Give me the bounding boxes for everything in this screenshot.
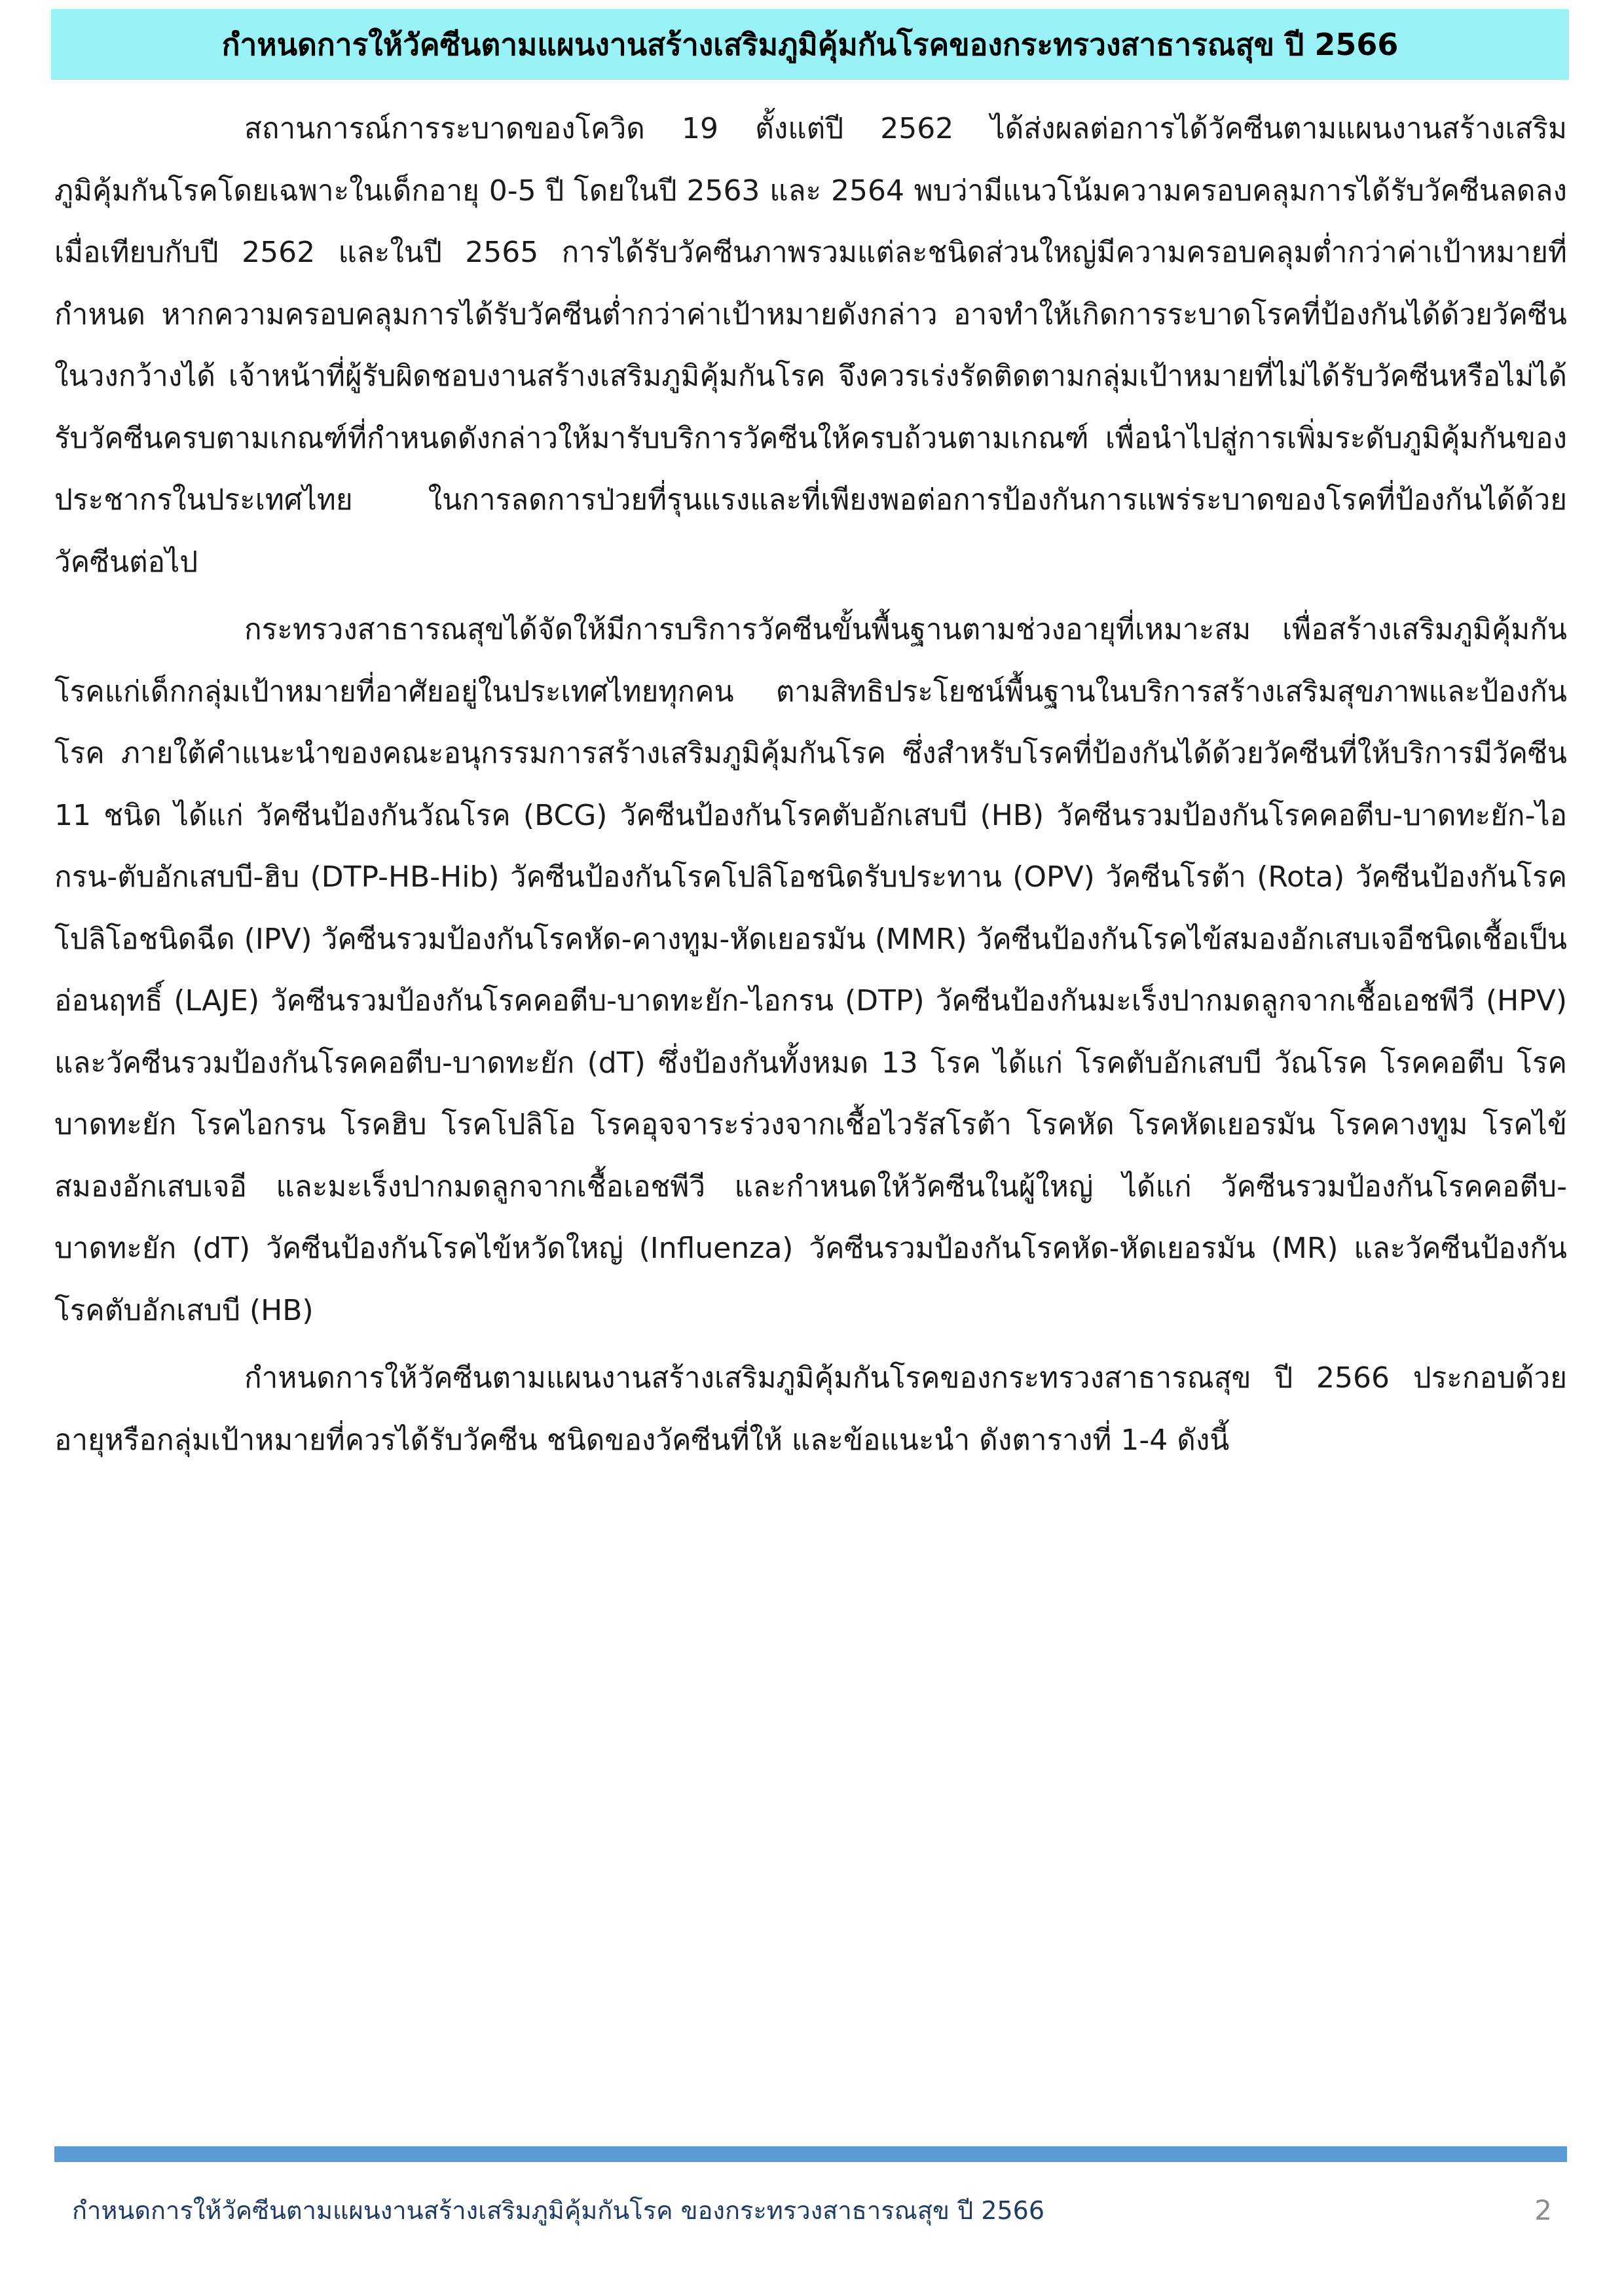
title-banner <box>51 9 1569 80</box>
page-footer <box>72 2190 1552 2229</box>
footer-title: กำหนดการให้วัคซีนตามแผนงานสร้างเสริมภูมิคุ้มกันโรค ของกระทรวงสาธารณสุข ปี 2566 <box>72 2195 1045 2225</box>
footer-divider <box>54 2146 1567 2162</box>
document-body <box>54 98 1567 1477</box>
page-number: 2 <box>1534 2193 1552 2226</box>
paragraph-schedule-intro: กำหนดการให้วัคซีนตามแผนงานสร้างเสริมภูมิคุ้มกันโรคของกระทรวงสาธารณสุข ปี 2566 ประกอบด้วยอายุหรือกลุ่มเป้าหมายที่ควรได้รับวัคซีน ชนิดของวัคซีนที่ให้ และข้อแนะนำ ดังตารางที่ 1-4 ดังนี้ <box>54 1361 1567 1457</box>
paragraph-vaccine-services: กระทรวงสาธารณสุขได้จัดให้มีการบริการวัคซีนขั้นพื้นฐานตามช่วงอายุที่เหมาะสม เพื่อสร้างเสริมภูมิคุ้มกันโรคแก่เด็กกลุ่มเป้าหมายที่อาศัยอยู่ในประเทศไทยทุกคน ตามสิทธิประโยชน์พื้นฐานในบริการสร้างเสริมสุขภาพและป้องกันโรค ภายใต้คำแนะนำของคณะอนุกรรมการสร้างเสริมภูมิคุ้มกันโรค ซึ่งสำหรับโรคที่ป้องกันได้ด้วยวัคซีนที่ให้บริการมีวัคซีน 11 ชนิด ได้แก่ วัคซีนป้องกันวัณโรค (BCG) วัคซีนป้องกันโรคตับอักเสบบี (HB) วัคซีนรวมป้องกันโรคคอตีบ-บาดทะยัก-ไอกรน-ตับอักเสบบี-ฮิบ (DTP-HB-Hib) วัคซีนป้องกันโรคโปลิโอชนิดรับประทาน (OPV) วัคซีนโรต้า (Rota) วัคซีนป้องกันโรคโปลิโอชนิดฉีด (IPV) วัคซีนรวมป้องกันโรคหัด-คางทูม-หัดเยอรมัน (MMR) วัคซีนป้องกันโรคไข้สมองอักเสบเจอีชนิดเชื้อเป็นอ่อนฤทธิ์ (LAJE) วัคซีนรวมป้องกันโรคคอตีบ-บาดทะยัก-ไอกรน (DTP) วัคซีนป้องกันมะเร็งปากมดลูกจากเชื้อเอชพีวี (HPV) และวัคซีนรวมป้องกันโรคคอตีบ-บาดทะยัก (dT) ซึ่งป้องกันทั้งหมด 13 โรค ได้แก่ โรคตับอักเสบบี วัณโรค โรคคอตีบ โรคบาดทะยัก โรคไอกรน โรคฮิบ โรคโปลิโอ โรคอุจจาระร่วงจากเชื้อไวรัสโรต้า โรคหัด โรคหัดเยอรมัน โรคคางทูม โรคไข้สมองอักเสบเจอี และมะเร็งปากมดลูกจากเชื้อเอชพีวี และกำหนดให้วัคซีนในผู้ใหญ่ ได้แก่ วัคซีนรวมป้องกันโรคคอตีบ-บาดทะยัก (dT) วัคซีนป้องกันโรคไข้หวัดใหญ่ (Influenza) วัคซีนรวมป้องกันโรคหัด-หัดเยอรมัน (MR) และวัคซีนป้องกันโรคตับอักเสบบี (HB) <box>54 613 1567 1327</box>
page-title: กำหนดการให้วัคซีนตามแผนงานสร้างเสริมภูมิคุ้มกันโรคของกระทรวงสาธารณสุข ปี 2566 <box>221 26 1399 62</box>
paragraph-covid-impact: สถานการณ์การระบาดของโควิด 19 ตั้งแต่ปี 2562 ได้ส่งผลต่อการได้วัคซีนตามแผนงานสร้างเสริมภูมิคุ้มกันโรคโดยเฉพาะในเด็กอายุ 0-5 ปี โดยในปี 2563 และ 2564 พบว่ามีแนวโน้มความครอบคลุมการได้รับวัคซีนลดลงเมื่อเทียบกับปี 2562 และในปี 2565 การได้รับวัคซีนภาพรวมแต่ละชนิดส่วนใหญ่มีความครอบคลุมต่ำกว่าค่าเป้าหมายที่กำหนด หากความครอบคลุมการได้รับวัคซีนต่ำกว่าค่าเป้าหมายดังกล่าว อาจทำให้เกิดการระบาดโรคที่ป้องกันได้ด้วยวัคซีนในวงกว้างได้ เจ้าหน้าที่ผู้รับผิดชอบงานสร้างเสริมภูมิคุ้มกันโรค จึงควรเร่งรัดติดตามกลุ่มเป้าหมายที่ไม่ได้รับวัคซีนหรือไม่ได้รับวัคซีนครบตามเกณฑ์ที่กำหนดดังกล่าวให้มารับบริการวัคซีนให้ครบถ้วนตามเกณฑ์ เพื่อนำไปสู่การเพิ่มระดับภูมิคุ้มกันของประชากรในประเทศไทย ในการลดการป่วยที่รุนแรงและที่เพียงพอต่อการป้องกันการแพร่ระบาดของโรคที่ป้องกันได้ด้วยวัคซีนต่อไป <box>54 112 1567 579</box>
